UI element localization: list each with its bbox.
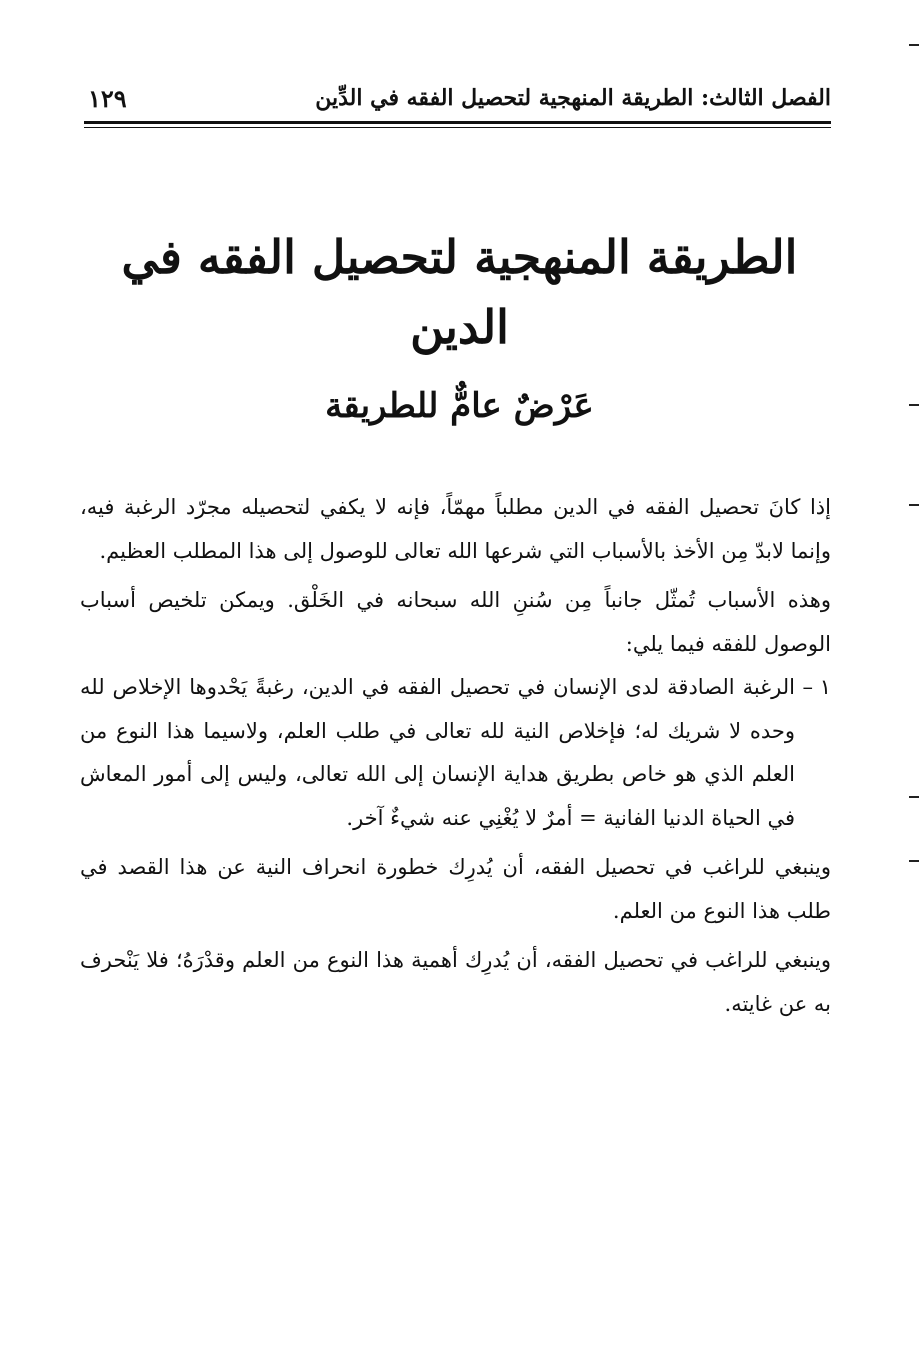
list-item — [80, 666, 831, 840]
page-number: ١٢٩ — [88, 83, 127, 113]
paragraph: وينبغي للراغب في تحصيل الفقه، أن يُدرِك أهمية هذا النوع من العلم وقدْرَهُ؛ فلا يَنْحرف به عن غايته. — [80, 948, 831, 1016]
margin-mark — [909, 44, 919, 46]
paragraph: إذا كانَ تحصيل الفقه في الدين مطلباً مهمّاً، فإنه لا يكفي لتحصيله مجرّد الرغبة فيه، وإنما لابدّ مِن الأخذ بالأسباب التي شرعها الله تعالى للوصول إلى هذا المطلب العظيم. — [80, 495, 831, 563]
page-title: الطريقة المنهجية لتحصيل الفقه في الدين — [121, 230, 798, 354]
body-text — [80, 486, 831, 1026]
margin-mark — [909, 796, 919, 798]
chapter-heading: الفصل الثالث: الطريقة المنهجية لتحصيل الفقه في الدِّين — [315, 85, 831, 111]
margin-mark — [909, 860, 919, 862]
paragraph: وينبغي للراغب في تحصيل الفقه، أن يُدرِك خطورة انحراف النية عن هذا القصد في طلب هذا النوع من العلم. — [80, 855, 831, 923]
header-rule-thick — [84, 121, 831, 124]
paragraph: وهذه الأسباب تُمثّل جانباً مِن سُننِ الله سبحانه في الخَلْق. ويمكن تلخيص أسباب الوصول للفقه فيما يلي: — [80, 588, 831, 656]
margin-mark — [909, 404, 919, 406]
header-rule-thin — [84, 127, 831, 128]
list-item-text: الرغبة الصادقة لدى الإنسان في تحصيل الفقه في الدين، رغبةً يَحْدوها الإخلاص لله وحده لا شريك له؛ فإخلاص النية لله تعالى في طلب العلم، ولاسيما هذا النوع من العلم الذي هو خاص بطريق هداية الإنسان إلى الله تعالى، وليس إلى أمور المعاش في الحياة الدنيا الفانية = أمرٌ لا يُغْنِي عنه شيءٌ آخر. — [80, 675, 795, 830]
section-subtitle: عَرْضٌ عامٌّ للطريقة — [325, 386, 594, 426]
list-item-number: ١ – — [802, 675, 831, 699]
running-header — [88, 78, 831, 118]
margin-mark — [909, 504, 919, 506]
